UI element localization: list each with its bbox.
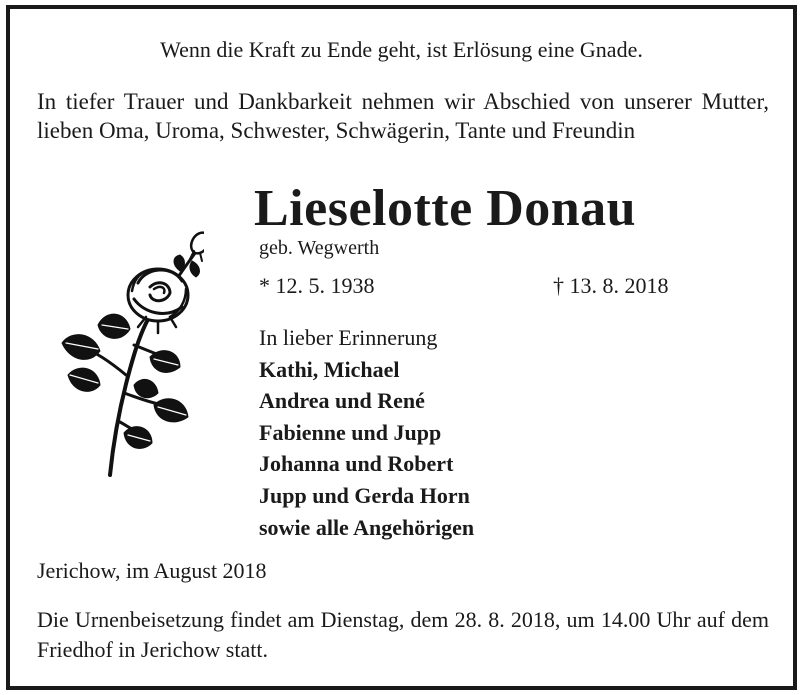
motto: Wenn die Kraft zu Ende geht, ist Erlösung eine Gnade. <box>160 37 643 62</box>
birth-name: geb. Wegwerth <box>259 237 380 259</box>
burial-info: Die Urnenbeisetzung findet am Dienstag, dem 28. 8. 2018, um 14.00 Uhr auf dem Friedhof in Jerichow statt. <box>37 607 769 662</box>
mourner-name: Kathi, Michael <box>259 356 400 382</box>
mourner-name: Jupp und Gerda Horn <box>259 482 470 508</box>
mourners-block <box>259 322 474 543</box>
mourner-name: Fabienne und Jupp <box>259 419 442 445</box>
rose-icon <box>54 225 204 485</box>
birth-date: * 12. 5. 1938 <box>259 273 375 298</box>
mourner-name: Andrea und René <box>259 388 425 414</box>
place-date: Jerichow, im August 2018 <box>37 558 267 583</box>
obituary-notice <box>6 5 797 690</box>
intro-text: In tiefer Trauer und Dankbarkeit nehmen wir Abschied von unserer Mutter, lieben Oma, Uroma, Schwester, Schwägerin, Tante und Freundin <box>37 89 769 143</box>
deceased-name: Lieselotte Donau <box>254 180 637 237</box>
remembrance-line: In lieber Erinnerung <box>259 325 438 350</box>
mourner-name: Johanna und Robert <box>259 451 454 477</box>
death-date: † 13. 8. 2018 <box>553 273 669 298</box>
mourner-name: sowie alle Angehörigen <box>259 514 475 540</box>
